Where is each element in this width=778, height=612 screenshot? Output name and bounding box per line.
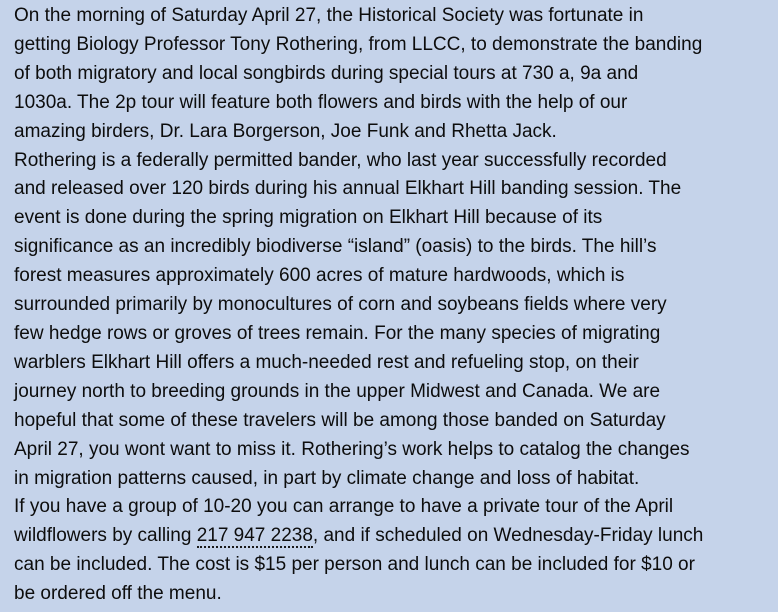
text-line: few hedge rows or groves of trees remain. For the many species of migrating [14,322,661,344]
text-line: and released over 120 birds during his annual Elkhart Hill banding session. The [14,178,682,200]
text-line: can be included. The cost is $15 per person and lunch can be included for $10 or [14,554,695,576]
text-line: Rothering is a federally permitted bander, who last year successfully recorded [14,149,667,171]
text-line: journey north to breeding grounds in the upper Midwest and Canada. We are [14,380,661,402]
document-body [14,2,774,609]
phone-text-line [14,522,774,551]
text-line: warblers Elkhart Hill offers a much-needed rest and refueling stop, on their [14,351,639,373]
text-line: in migration patterns caused, in part by climate change and loss of habitat. [14,467,640,489]
phone-line-after: , and if scheduled on Wednesday-Friday lunch [312,525,704,547]
text-line: event is done during the spring migration on Elkhart Hill because of its [14,207,603,229]
text-line: amazing birders, Dr. Lara Borgerson, Joe Funk and Rhetta Jack. [14,120,557,142]
text-line: significance as an incredibly biodiverse “island” (oasis) to the birds. The hill’s [14,236,657,258]
text-line: If you have a group of 10-20 you can arrange to have a private tour of the April [14,496,674,518]
text-line: surrounded primarily by monocultures of corn and soybeans fields where very [14,294,667,316]
text-line: April 27, you wont want to miss it. Rothering’s work helps to catalog the changes [14,438,690,460]
text-line: 1030a. The 2p tour will feature both flowers and birds with the help of our [14,91,628,113]
text-line: be ordered off the menu. [14,583,222,605]
text-line: forest measures approximately 600 acres of mature hardwoods, which is [14,265,625,287]
phone-number-link[interactable]: 217 947 2238 [196,525,313,547]
text-line: On the morning of Saturday April 27, the Historical Society was fortunate in [14,5,644,26]
text-line: hopeful that some of these travelers will be among those banded on Saturday [14,409,666,431]
text-line: getting Biology Professor Tony Rothering, from LLCC, to demonstrate the banding [14,33,703,55]
phone-line-before: wildflowers by calling [14,525,197,547]
text-line: of both migratory and local songbirds during special tours at 730 a, 9a and [14,62,639,84]
